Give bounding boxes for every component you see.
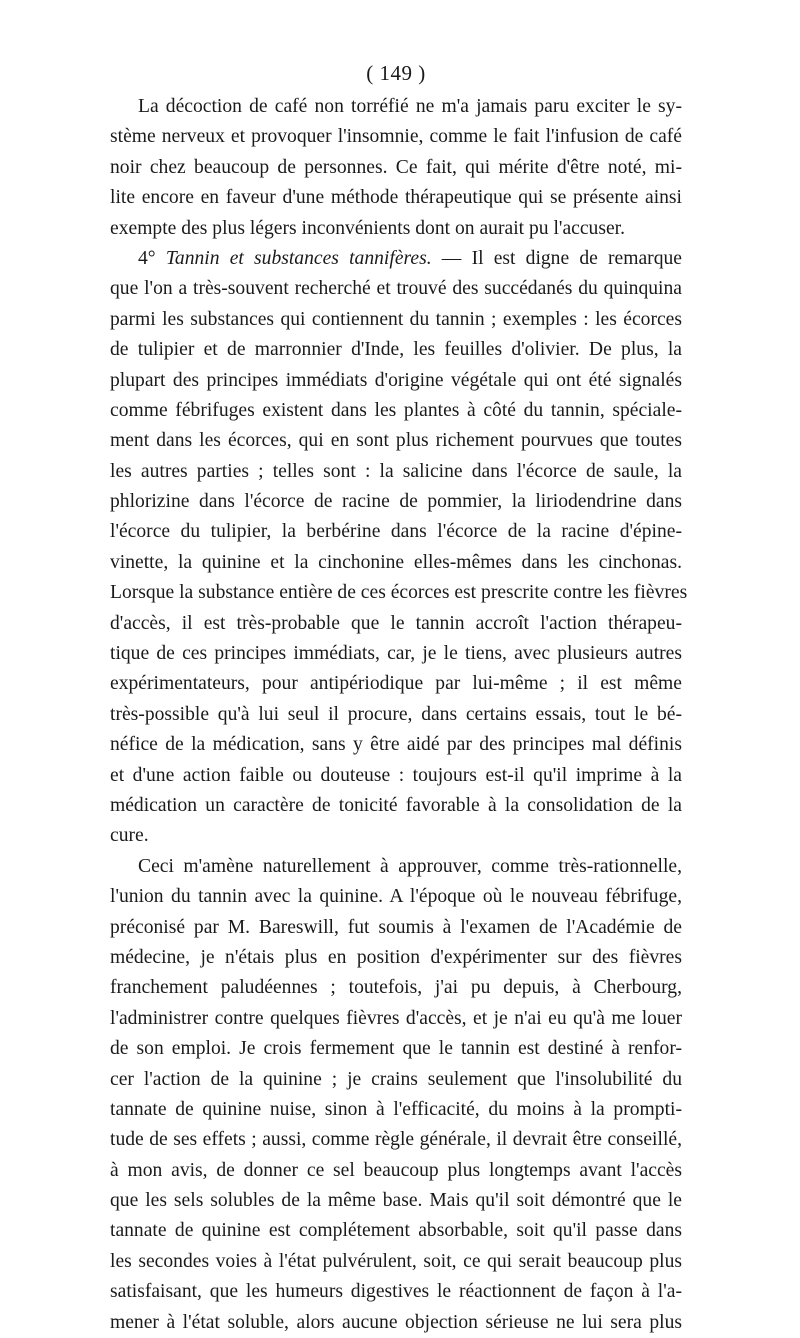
text-line: Lorsque la substance entière de ces écorces est prescrite contre les fièvres: [110, 582, 688, 604]
text-line: l'union du tannin avec la quinine. A l'époque où le nouveau fébrifuge,: [110, 886, 682, 908]
text-line: les secondes voies à l'état pulvérulent, soit, ce qui serait beaucoup plus: [110, 1250, 682, 1272]
paragraph-cafe: [110, 92, 682, 244]
text-line: médication un caractère de tonicité favorable à la consolidation de la: [110, 794, 682, 816]
text-line: que les sels solubles de la même base. Mais qu'il soit démontré que le: [110, 1190, 682, 1212]
text-line: Ceci m'amène naturellement à approuver, comme très-rationnelle,: [138, 855, 682, 877]
text-line: préconisé par M. Bareswill, fut soumis à l'examen de l'Académie de: [110, 916, 682, 938]
text-line: phlorizine dans l'écorce de racine de pommier, la liriodendrine dans: [110, 491, 682, 513]
text-line: exempte des plus légers inconvénients dont on aurait pu l'accuser.: [110, 217, 625, 239]
text-line: et d'une action faible ou douteuse : toujours est-il qu'il imprime à la: [110, 764, 682, 786]
text-line: La décoction de café non torréfié ne m'a jamais paru exciter le sy-: [138, 96, 682, 117]
text-line: comme fébrifuges existent dans les plantes à côté du tannin, spéciale-: [110, 399, 682, 421]
text-line: cure.: [110, 825, 149, 847]
text-line: que l'on a très-souvent recherché et trouvé des succédanés du quinquina: [110, 278, 682, 300]
book-page: [110, 58, 688, 1338]
text-line: médecine, je n'étais plus en position d'expérimenter sur des fièvres: [110, 946, 682, 968]
text-line: lite encore en faveur d'une méthode thérapeutique qui se présente ainsi: [110, 187, 682, 209]
paragraph-quinine: [110, 852, 682, 1338]
text-line: stème nerveux et provoquer l'insomnie, comme le fait l'infusion de café: [110, 126, 682, 148]
text-line: vinette, la quinine et la cinchonine elles-mêmes dans les cinchonas.: [110, 551, 682, 573]
text-line: tannate de quinine est complétement absorbable, soit qu'il passe dans: [110, 1220, 682, 1242]
text-line: de son emploi. Je crois fermement que le tannin est destiné à renfor-: [110, 1038, 682, 1060]
text-line: mener à l'état soluble, alors aucune objection sérieuse ne lui sera plus: [110, 1311, 682, 1333]
text-line: à mon avis, de donner ce sel beaucoup plus longtemps avant l'accès: [110, 1159, 682, 1181]
text-line: tique de ces principes immédiats, car, je le tiens, avec plusieurs autres: [110, 643, 682, 665]
text-line: l'administrer contre quelques fièvres d'accès, et je n'ai eu qu'à me louer: [110, 1007, 682, 1029]
text-line: tannate de quinine nuise, sinon à l'efficacité, du moins à la prompti-: [110, 1098, 682, 1120]
section-heading-line: [110, 244, 682, 274]
text-line: les autres parties ; telles sont : la salicine dans l'écorce de saule, la: [110, 460, 682, 482]
text-line: plupart des principes immédiats d'origine végétale qui ont été signalés: [110, 369, 682, 391]
section-title: Tannin et substances tannifères.: [165, 247, 432, 269]
text-line: d'accès, il est très-probable que le tannin accroît l'action thérapeu-: [110, 612, 682, 634]
text-line: de tulipier et de marronnier d'Inde, les feuilles d'olivier. De plus, la: [110, 339, 682, 361]
page-number: ( 149 ): [366, 61, 426, 85]
paragraph-tannin: [110, 244, 688, 852]
text-line: l'écorce du tulipier, la berbérine dans l'écorce de la racine d'épine-: [110, 521, 682, 543]
section-number: 4°: [138, 247, 156, 269]
text-line: cer l'action de la quinine ; je crains seulement que l'insolubilité du: [110, 1068, 682, 1090]
text-line: parmi les substances qui contiennent du tannin ; exemples : les écorces: [110, 308, 682, 330]
text-line: très-possible qu'à lui seul il procure, dans certains essais, tout le bé-: [110, 703, 682, 725]
text-line: ment dans les écorces, qui en sont plus richement pourvues que toutes: [110, 430, 682, 452]
text-line: noir chez beaucoup de personnes. Ce fait, qui mérite d'être noté, mi-: [110, 156, 682, 178]
text-line: néfice de la médication, sans y être aidé par des principes mal définis: [110, 734, 682, 756]
text-line: tude de ses effets ; aussi, comme règle générale, il devrait être conseillé,: [110, 1129, 682, 1151]
text-line: expérimentateurs, pour antipériodique par lui-même ; il est même: [110, 673, 682, 695]
text-line: satisfaisant, que les humeurs digestives le réactionnent de façon à l'a-: [110, 1281, 682, 1303]
section-heading-rest: — Il est digne de remarque: [431, 247, 682, 269]
text-line: franchement paludéennes ; toutefois, j'ai pu depuis, à Cherbourg,: [110, 977, 682, 999]
